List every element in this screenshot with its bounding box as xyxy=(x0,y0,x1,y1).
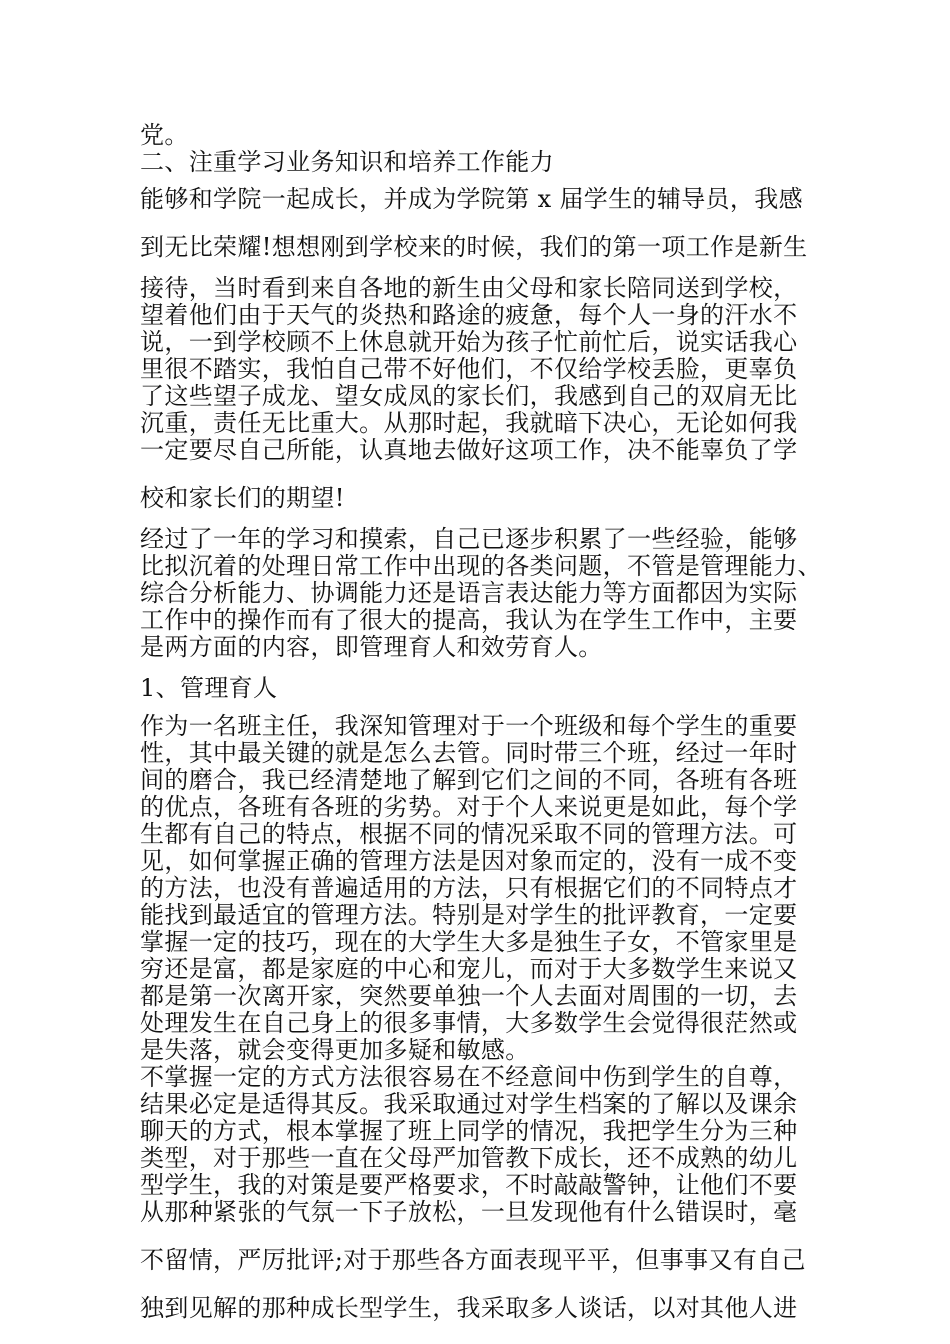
text-line: 聊天的方式，根本掌握了班上同学的情况，我把学生分为三种 xyxy=(140,1117,798,1145)
text-line: 党。 xyxy=(140,121,189,149)
text-line: 不留情，严厉批评;对于那些各方面表现平平，但事事又有自己 xyxy=(140,1246,806,1274)
text-line: 掌握一定的技巧，现在的大学生大多是独生子女，不管家里是 xyxy=(140,928,798,956)
text-line: 结果必定是适得其反。我采取通过对学生档案的了解以及课余 xyxy=(140,1090,798,1118)
text-line: 里很不踏实，我怕自己带不好他们，不仅给学校丢脸，更辜负 xyxy=(140,355,798,383)
text-line: 到无比荣耀!想想刚到学校来的时候，我们的第一项工作是新生 xyxy=(140,233,808,261)
text-line: 独到见解的那种成长型学生，我采取多人谈话，以对其他人进 xyxy=(140,1294,798,1322)
text-line: 不掌握一定的方式方法很容易在不经意间中伤到学生的自尊， xyxy=(140,1063,798,1091)
text-line: 型学生，我的对策是要严格要求，不时敲敲警钟，让他们不要 xyxy=(140,1171,798,1199)
text-line: 间的磨合，我已经清楚地了解到它们之间的不同，各班有各班 xyxy=(140,766,798,794)
text-line: 沉重，责任无比重大。从那时起，我就暗下决心，无论如何我 xyxy=(140,409,798,437)
text-line: 说，一到学校顾不上休息就开始为孩子忙前忙后，说实话我心 xyxy=(140,328,798,356)
text-line: 从那种紧张的气氛一下子放松，一旦发现他有什么错误时，毫 xyxy=(140,1198,798,1226)
text-line: 望着他们由于天气的炎热和路途的疲惫，每个人一身的汗水不 xyxy=(140,301,798,329)
text-line: 都是第一次离开家，突然要单独一个人去面对周围的一切，去 xyxy=(140,982,798,1010)
text-line: 的优点，各班有各班的劣势。对于个人来说更是如此，每个学 xyxy=(140,793,798,821)
section-heading: 二、注重学习业务知识和培养工作能力 xyxy=(140,148,554,176)
text-line: 穷还是富，都是家庭的中心和宠儿，而对于大多数学生来说又 xyxy=(140,955,798,983)
section-heading: 1、管理育人 xyxy=(140,674,278,702)
text-line: 生都有自己的特点，根据不同的情况采取不同的管理方法。可 xyxy=(140,820,798,848)
text-line: 一定要尽自己所能，认真地去做好这项工作，决不能辜负了学 xyxy=(140,436,798,464)
text-line: 接待，当时看到来自各地的新生由父母和家长陪同送到学校， xyxy=(140,274,798,302)
text-line: 性，其中最关键的就是怎么去管。同时带三个班，经过一年时 xyxy=(140,739,798,767)
text-line: 类型，对于那些一直在父母严加管教下成长，还不成熟的幼儿 xyxy=(140,1144,798,1172)
text-line: 经过了一年的学习和摸索，自己已逐步积累了一些经验，能够 xyxy=(140,525,798,553)
text-line: 的方法，也没有普遍适用的方法，只有根据它们的不同特点才 xyxy=(140,874,798,902)
text-line: 作为一名班主任，我深知管理对于一个班级和每个学生的重要 xyxy=(140,712,798,740)
text-line: 是失落，就会变得更加多疑和敏感。 xyxy=(140,1036,530,1064)
text-line: 校和家长们的期望! xyxy=(140,484,345,512)
text-line: 比拟沉着的处理日常工作中出现的各类问题，不管是管理能力、 xyxy=(140,552,822,580)
text-line: 是两方面的内容，即管理育人和效劳育人。 xyxy=(140,633,603,661)
text-line: 工作中的操作而有了很大的提高，我认为在学生工作中，主要 xyxy=(140,606,798,634)
text-line: 综合分析能力、协调能力还是语言表达能力等方面都因为实际 xyxy=(140,579,798,607)
text-line: 了这些望子成龙、望女成凤的家长们，我感到自己的双肩无比 xyxy=(140,382,798,410)
text-line: 处理发生在自己身上的很多事情，大多数学生会觉得很茫然或 xyxy=(140,1009,798,1037)
text-line: 能找到最适宜的管理方法。特别是对学生的批评教育，一定要 xyxy=(140,901,798,929)
text-line: 能够和学院一起成长，并成为学院第 x 届学生的辅导员，我感 xyxy=(140,185,803,213)
text-line: 见，如何掌握正确的管理方法是因对象而定的，没有一成不变 xyxy=(140,847,798,875)
